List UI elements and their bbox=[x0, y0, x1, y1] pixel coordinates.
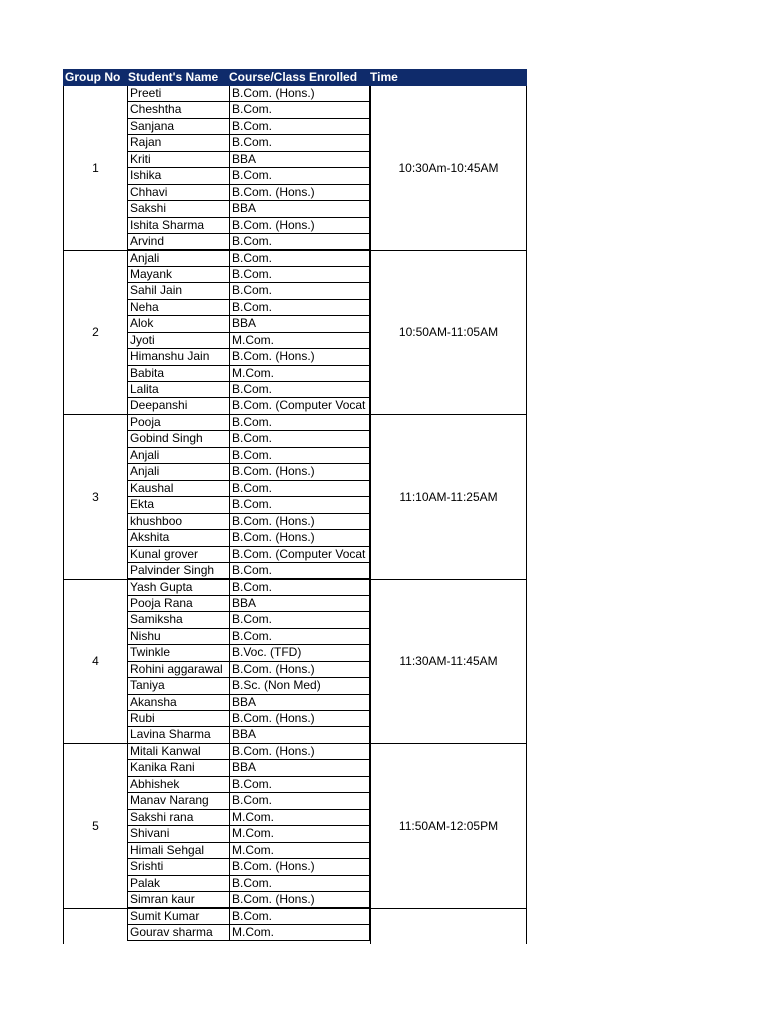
student-name-cell: Ekta bbox=[127, 497, 229, 513]
header-student-name: Student's Name bbox=[128, 70, 219, 84]
student-name-cell: Abhishek bbox=[127, 777, 229, 793]
group-block bbox=[63, 86, 527, 251]
student-rows bbox=[127, 251, 370, 415]
table-row bbox=[127, 102, 370, 118]
table-row bbox=[127, 678, 370, 694]
student-name-cell: Yash Gupta bbox=[127, 580, 229, 596]
course-cell: BBA bbox=[229, 596, 370, 612]
student-name-cell: Shivani bbox=[127, 826, 229, 842]
student-name-cell: Lalita bbox=[127, 382, 229, 398]
course-cell: B.Com. (Hons.) bbox=[229, 349, 370, 365]
table-row bbox=[127, 316, 370, 332]
student-rows bbox=[127, 909, 370, 942]
group-time: 11:30AM-11:45AM bbox=[370, 580, 526, 744]
course-cell: B.Com. (Hons.) bbox=[229, 744, 370, 760]
table-row bbox=[127, 251, 370, 267]
course-cell: B.Com. bbox=[229, 135, 370, 151]
student-name-cell: Ishika bbox=[127, 168, 229, 184]
course-cell: B.Com. bbox=[229, 283, 370, 299]
student-name-cell: Simran kaur bbox=[127, 892, 229, 908]
course-cell: BBA bbox=[229, 201, 370, 217]
student-name-cell: Samiksha bbox=[127, 612, 229, 628]
table-row bbox=[127, 218, 370, 234]
course-cell: B.Com. bbox=[229, 267, 370, 283]
table-row bbox=[127, 876, 370, 892]
table-row bbox=[127, 612, 370, 628]
group-time: 10:50AM-11:05AM bbox=[370, 251, 526, 415]
course-cell: B.Com. bbox=[229, 563, 370, 579]
course-cell: BBA bbox=[229, 727, 370, 743]
course-cell: M.Com. bbox=[229, 366, 370, 382]
table-row bbox=[127, 234, 370, 250]
student-name-cell: Sanjana bbox=[127, 119, 229, 135]
course-cell: B.Com. bbox=[229, 612, 370, 628]
course-cell: B.Com. bbox=[229, 876, 370, 892]
table-row bbox=[127, 382, 370, 398]
student-name-cell: Manav Narang bbox=[127, 793, 229, 809]
table-row bbox=[127, 398, 370, 414]
student-name-cell: Babita bbox=[127, 366, 229, 382]
student-name-cell: Gourav sharma bbox=[127, 925, 229, 941]
student-name-cell: Taniya bbox=[127, 678, 229, 694]
table-row bbox=[127, 86, 370, 102]
course-cell: B.Com. bbox=[229, 777, 370, 793]
course-cell: B.Com. (Hons.) bbox=[229, 892, 370, 908]
student-name-cell: Srishti bbox=[127, 859, 229, 875]
header-course: Course/Class Enrolled bbox=[229, 70, 358, 84]
student-name-cell: Himanshu Jain bbox=[127, 349, 229, 365]
table-row bbox=[127, 925, 370, 941]
group-number: 4 bbox=[92, 654, 99, 669]
student-name-cell: Lavina Sharma bbox=[127, 727, 229, 743]
student-name-cell: Chhavi bbox=[127, 185, 229, 201]
group-number: 1 bbox=[92, 160, 99, 175]
student-rows bbox=[127, 86, 370, 250]
course-cell: B.Com. bbox=[229, 119, 370, 135]
table-row bbox=[127, 119, 370, 135]
student-name-cell: Mayank bbox=[127, 267, 229, 283]
table-row bbox=[127, 431, 370, 447]
course-cell: BBA bbox=[229, 760, 370, 776]
student-name-cell: Gobind Singh bbox=[127, 431, 229, 447]
table-row bbox=[127, 826, 370, 842]
student-name-cell: Palak bbox=[127, 876, 229, 892]
course-cell: M.Com. bbox=[229, 843, 370, 859]
group-number: 5 bbox=[92, 818, 99, 833]
student-name-cell: Twinkle bbox=[127, 645, 229, 661]
course-cell: B.Com. (Computer Vocat bbox=[229, 398, 370, 414]
course-cell: B.Com. bbox=[229, 909, 370, 925]
course-cell: B.Com. bbox=[229, 629, 370, 645]
course-cell: B.Com. (Hons.) bbox=[229, 218, 370, 234]
table-row bbox=[127, 793, 370, 809]
student-name-cell: Kaushal bbox=[127, 481, 229, 497]
course-cell: B.Com. bbox=[229, 300, 370, 316]
course-cell: B.Com. bbox=[229, 382, 370, 398]
group-block bbox=[63, 415, 527, 580]
course-cell: B.Com. (Hons.) bbox=[229, 464, 370, 480]
course-cell: B.Com. (Hons.) bbox=[229, 711, 370, 727]
table-row bbox=[127, 547, 370, 563]
schedule-table bbox=[63, 69, 527, 944]
group-block bbox=[63, 909, 527, 944]
table-row bbox=[127, 448, 370, 464]
course-cell: M.Com. bbox=[229, 826, 370, 842]
table-row bbox=[127, 596, 370, 612]
table-row bbox=[127, 777, 370, 793]
student-name-cell: Sumit Kumar bbox=[127, 909, 229, 925]
student-name-cell: Sakshi rana bbox=[127, 810, 229, 826]
student-name-cell: Jyoti bbox=[127, 333, 229, 349]
table-row bbox=[127, 415, 370, 431]
student-name-cell: Anjali bbox=[127, 448, 229, 464]
student-name-cell: Cheshtha bbox=[127, 102, 229, 118]
course-cell: M.Com. bbox=[229, 810, 370, 826]
table-row bbox=[127, 695, 370, 711]
course-cell: B.Voc. (TFD) bbox=[229, 645, 370, 661]
table-header bbox=[63, 69, 527, 86]
student-name-cell: Himali Sehgal bbox=[127, 843, 229, 859]
table-row bbox=[127, 514, 370, 530]
student-name-cell: Arvind bbox=[127, 234, 229, 250]
student-name-cell: Akshita bbox=[127, 530, 229, 546]
course-cell: B.Com. bbox=[229, 415, 370, 431]
table-row bbox=[127, 810, 370, 826]
course-cell: BBA bbox=[229, 152, 370, 168]
table-row bbox=[127, 843, 370, 859]
course-cell: B.Com. bbox=[229, 580, 370, 596]
student-name-cell: Rubi bbox=[127, 711, 229, 727]
table-row bbox=[127, 744, 370, 760]
course-cell: B.Com. bbox=[229, 448, 370, 464]
student-rows bbox=[127, 415, 370, 579]
course-cell: M.Com. bbox=[229, 333, 370, 349]
table-row bbox=[127, 283, 370, 299]
header-time: Time bbox=[370, 70, 398, 84]
group-block bbox=[63, 744, 527, 909]
table-row bbox=[127, 662, 370, 678]
table-row bbox=[127, 168, 370, 184]
table-row bbox=[127, 629, 370, 645]
student-name-cell: Rohini aggarawal bbox=[127, 662, 229, 678]
student-name-cell: Pooja bbox=[127, 415, 229, 431]
student-name-cell: khushboo bbox=[127, 514, 229, 530]
student-name-cell: Anjali bbox=[127, 251, 229, 267]
group-block bbox=[63, 580, 527, 745]
course-cell: B.Com. bbox=[229, 481, 370, 497]
student-name-cell: Kanika Rani bbox=[127, 760, 229, 776]
course-cell: B.Com. (Hons.) bbox=[229, 86, 370, 102]
group-time: 10:30Am-10:45AM bbox=[370, 86, 526, 250]
course-cell: B.Com. bbox=[229, 168, 370, 184]
table-row bbox=[127, 349, 370, 365]
student-name-cell: Nishu bbox=[127, 629, 229, 645]
course-cell: B.Com. bbox=[229, 431, 370, 447]
table-row bbox=[127, 300, 370, 316]
student-name-cell: Pooja Rana bbox=[127, 596, 229, 612]
table-row bbox=[127, 859, 370, 875]
table-row bbox=[127, 711, 370, 727]
student-name-cell: Palvinder Singh bbox=[127, 563, 229, 579]
table-row bbox=[127, 464, 370, 480]
table-row bbox=[127, 201, 370, 217]
student-name-cell: Neha bbox=[127, 300, 229, 316]
course-cell: B.Com. bbox=[229, 102, 370, 118]
student-name-cell: Ishita Sharma bbox=[127, 218, 229, 234]
student-name-cell: Kriti bbox=[127, 152, 229, 168]
course-cell: B.Com. bbox=[229, 234, 370, 250]
table-row bbox=[127, 185, 370, 201]
student-name-cell: Deepanshi bbox=[127, 398, 229, 414]
group-block bbox=[63, 251, 527, 416]
course-cell: BBA bbox=[229, 316, 370, 332]
table-row bbox=[127, 760, 370, 776]
student-name-cell: Mitali Kanwal bbox=[127, 744, 229, 760]
group-time: 11:10AM-11:25AM bbox=[370, 415, 526, 579]
header-group-no: Group No bbox=[65, 70, 121, 84]
table-row bbox=[127, 267, 370, 283]
group-number: 2 bbox=[92, 325, 99, 340]
student-name-cell: Preeti bbox=[127, 86, 229, 102]
student-rows bbox=[127, 744, 370, 908]
course-cell: M.Com. bbox=[229, 925, 370, 941]
student-name-cell: Anjali bbox=[127, 464, 229, 480]
table-row bbox=[127, 481, 370, 497]
group-time bbox=[370, 909, 526, 944]
student-name-cell: Sahil Jain bbox=[127, 283, 229, 299]
course-cell: B.Com. bbox=[229, 497, 370, 513]
course-cell: B.Com. bbox=[229, 251, 370, 267]
group-number bbox=[64, 909, 127, 944]
course-cell: B.Com. (Hons.) bbox=[229, 530, 370, 546]
table-row bbox=[127, 135, 370, 151]
course-cell: B.Com. (Computer Vocat bbox=[229, 547, 370, 563]
table-row bbox=[127, 909, 370, 925]
course-cell: B.Com. (Hons.) bbox=[229, 185, 370, 201]
table-row bbox=[127, 645, 370, 661]
table-row bbox=[127, 152, 370, 168]
student-name-cell: Sakshi bbox=[127, 201, 229, 217]
student-name-cell: Rajan bbox=[127, 135, 229, 151]
table-row bbox=[127, 727, 370, 743]
table-row bbox=[127, 497, 370, 513]
student-rows bbox=[127, 580, 370, 744]
table-row bbox=[127, 580, 370, 596]
groups-container bbox=[63, 86, 527, 944]
course-cell: BBA bbox=[229, 695, 370, 711]
course-cell: B.Com. (Hons.) bbox=[229, 514, 370, 530]
course-cell: B.Com. (Hons.) bbox=[229, 662, 370, 678]
table-row bbox=[127, 563, 370, 579]
group-number: 3 bbox=[92, 489, 99, 504]
table-row bbox=[127, 366, 370, 382]
table-row bbox=[127, 892, 370, 908]
student-name-cell: Kunal grover bbox=[127, 547, 229, 563]
student-name-cell: Alok bbox=[127, 316, 229, 332]
student-name-cell: Akansha bbox=[127, 695, 229, 711]
course-cell: B.Sc. (Non Med) bbox=[229, 678, 370, 694]
table-row bbox=[127, 530, 370, 546]
course-cell: B.Com. (Hons.) bbox=[229, 859, 370, 875]
group-time: 11:50AM-12:05PM bbox=[370, 744, 526, 908]
table-row bbox=[127, 333, 370, 349]
course-cell: B.Com. bbox=[229, 793, 370, 809]
